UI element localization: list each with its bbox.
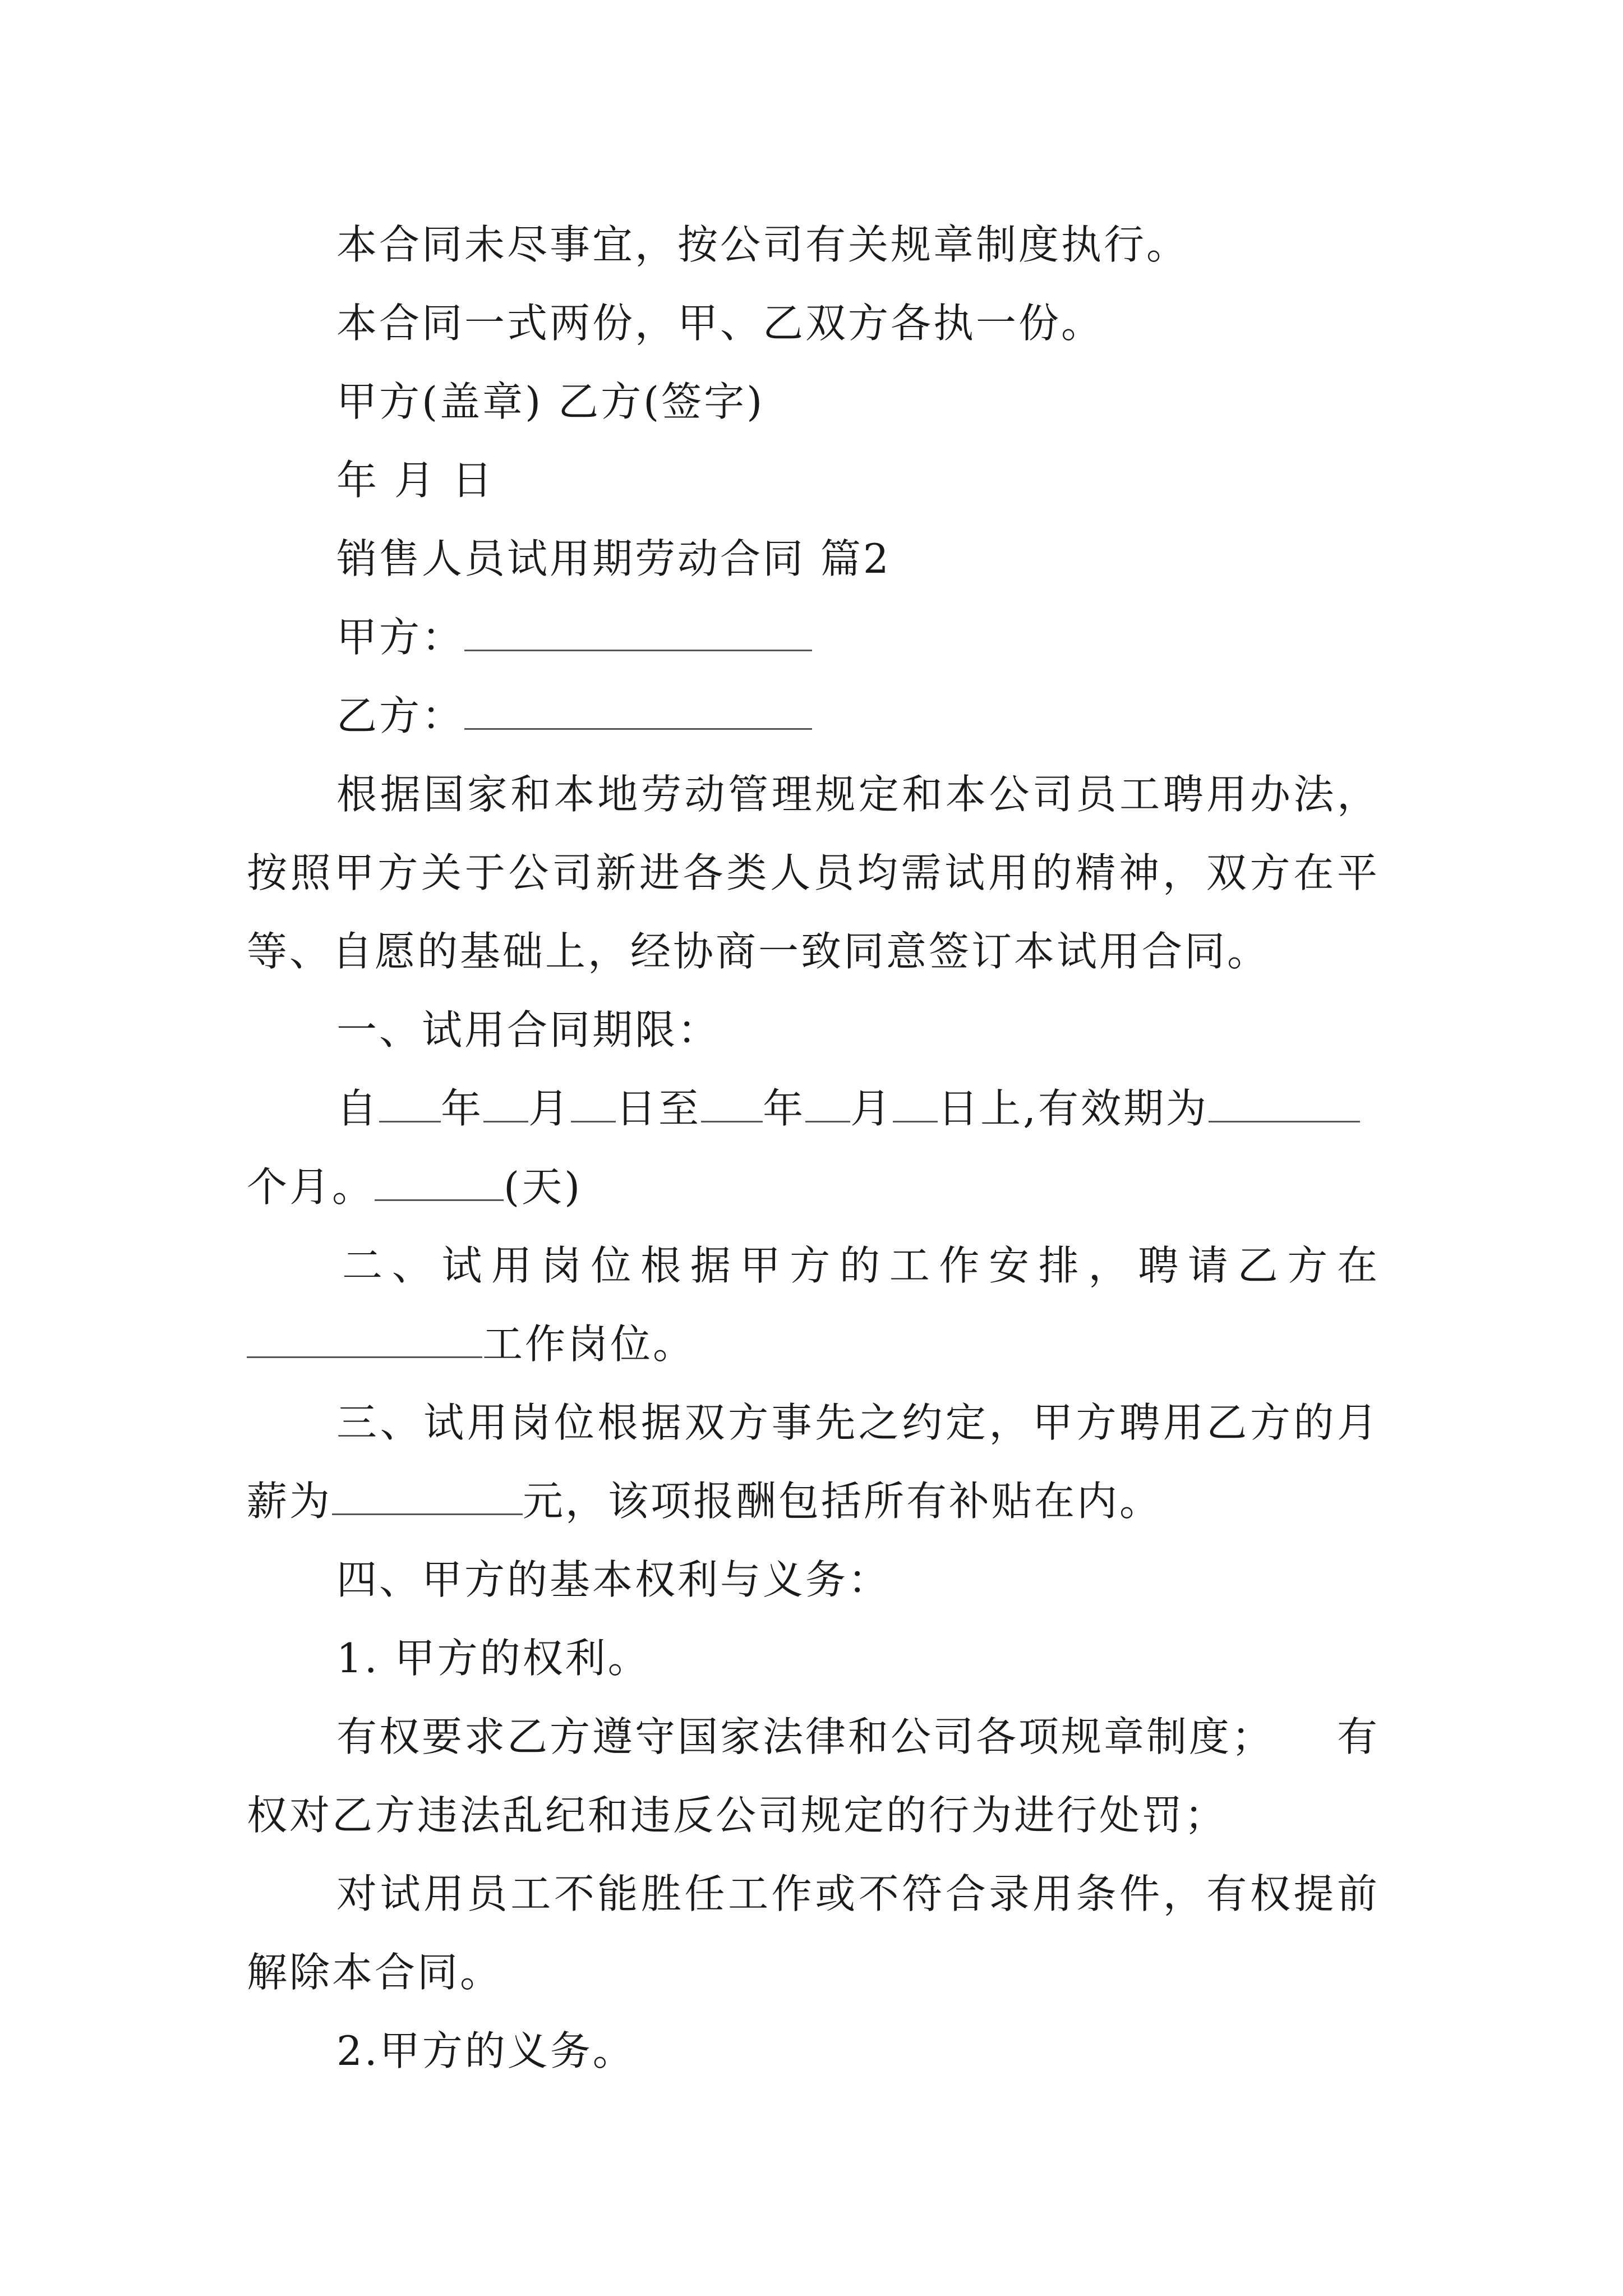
- section-heading: 四、甲方的基本权利与义务：: [336, 1556, 891, 1603]
- rights-text: 有: [1336, 1713, 1380, 1760]
- section-paragraph-line: [247, 1474, 1380, 1528]
- rights-line: 对试用员工不能胜任工作或不符合录用条件，有权提前: [336, 1870, 1380, 1917]
- day-blank: [571, 1085, 616, 1122]
- term-text: 自: [336, 1085, 380, 1132]
- signature-line: 甲方(盖章) 乙方(签字): [336, 378, 765, 425]
- salary-blank: [332, 1478, 523, 1515]
- year-blank: [379, 1085, 441, 1122]
- term-text: 年: [763, 1085, 806, 1132]
- rights-line: 权对乙方违法乱纪和违反公司规定的行为进行处罚；: [247, 1792, 1228, 1839]
- duration-blank: [1209, 1085, 1360, 1122]
- section-heading: 一、试用合同期限：: [336, 1006, 721, 1053]
- position-blank: [247, 1320, 482, 1358]
- intro-paragraph-line: 等、自愿的基础上，经协商一致同意签订本试用合同。: [247, 928, 1270, 975]
- rights-text: 有权要求乙方遵守国家法律和公司各项规章制度；: [336, 1713, 1275, 1760]
- term-line: [336, 1082, 1380, 1135]
- term-text: 日至: [616, 1085, 702, 1132]
- subsection-heading: 1. 甲方的权利。: [336, 1635, 651, 1682]
- intro-paragraph-line: 按照甲方关于公司新进各类人员均需试用的精神，双方在平: [247, 849, 1380, 896]
- rights-line: [336, 1710, 1380, 1764]
- term-text: 日上,有效期为: [938, 1085, 1209, 1132]
- day-blank: [893, 1085, 938, 1122]
- days-blank: [375, 1163, 504, 1201]
- rights-line: 解除本合同。: [247, 1949, 503, 1996]
- section-text: 元，该项报酬包括所有补贴在内。: [523, 1478, 1163, 1525]
- year-blank: [701, 1085, 763, 1122]
- month-blank: [483, 1085, 528, 1122]
- intro-paragraph-line: 根据国家和本地劳动管理规定和本公司员工聘用办法，: [336, 771, 1380, 818]
- party-b-line: [336, 689, 1380, 743]
- section-text: 工作岗位。: [482, 1320, 696, 1368]
- copies-clause: 本合同一式两份，甲、乙双方各执一份。: [336, 300, 1104, 347]
- section-paragraph-line: [247, 1317, 1380, 1371]
- party-a-line: [336, 610, 1380, 664]
- subsection-heading: 2.甲方的义务。: [336, 2027, 635, 2074]
- date-line: 年 月 日: [336, 457, 495, 504]
- term-text: 月: [528, 1085, 571, 1132]
- month-blank: [805, 1085, 850, 1122]
- section-paragraph-line: 二、试用岗位根据甲方的工作安排，聘请乙方在: [342, 1242, 1380, 1289]
- party-b-label: 乙方：: [336, 692, 465, 739]
- closing-clause: 本合同未尽事宜，按公司有关规章制度执行。: [336, 221, 1189, 268]
- term-text: 个月。: [247, 1163, 375, 1211]
- document-title: 销售人员试用期劳动合同 篇2: [336, 535, 891, 582]
- section-text: 薪为: [247, 1478, 333, 1525]
- section-paragraph-line: 三、试用岗位根据双方事先之约定，甲方聘用乙方的月: [336, 1399, 1380, 1446]
- term-text: 年: [441, 1085, 484, 1132]
- term-text: (天): [504, 1163, 583, 1211]
- term-text: 月: [850, 1085, 893, 1132]
- party-a-label: 甲方：: [336, 614, 465, 661]
- party-b-blank: [464, 692, 812, 730]
- party-a-blank: [464, 614, 812, 651]
- term-line: [247, 1160, 1380, 1214]
